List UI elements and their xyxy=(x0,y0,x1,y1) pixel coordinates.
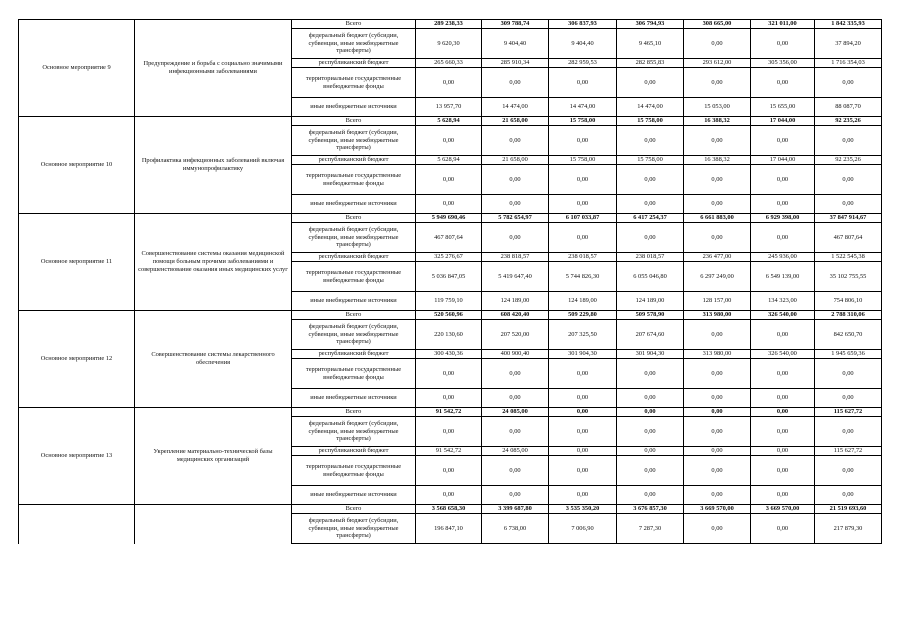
total-row xyxy=(19,117,882,126)
total-cell: 0,00 xyxy=(815,389,882,408)
value-cell: 0,00 xyxy=(617,447,684,456)
source-total: Всего xyxy=(292,408,416,417)
value-cell: 0,00 xyxy=(684,456,751,486)
value-cell: 238 018,57 xyxy=(617,253,684,262)
value-cell: 14 474,00 xyxy=(482,98,549,117)
total-row xyxy=(19,408,882,417)
value-cell: 17 044,00 xyxy=(751,156,815,165)
total-cell: 0,00 xyxy=(815,486,882,505)
budget-table xyxy=(18,19,882,544)
total-cell: 37 847 914,67 xyxy=(815,214,882,223)
value-cell: 17 044,00 xyxy=(751,117,815,126)
value-cell: 16 388,32 xyxy=(684,117,751,126)
value-cell: 0,00 xyxy=(751,456,815,486)
value-cell: 0,00 xyxy=(482,359,549,389)
value-cell: 15 758,00 xyxy=(549,117,617,126)
value-cell: 0,00 xyxy=(751,417,815,447)
total-cell: 1 842 335,93 xyxy=(815,20,882,29)
value-cell: 520 560,96 xyxy=(416,311,482,320)
value-cell: 6 661 883,00 xyxy=(684,214,751,223)
value-cell: 6 417 254,37 xyxy=(617,214,684,223)
value-cell: 0,00 xyxy=(684,447,751,456)
value-cell: 0,00 xyxy=(416,417,482,447)
value-cell: 326 540,00 xyxy=(751,311,815,320)
value-cell: 265 660,33 xyxy=(416,59,482,68)
total-row xyxy=(19,311,882,320)
value-cell: 0,00 xyxy=(549,223,617,253)
value-cell: 9 404,40 xyxy=(482,29,549,59)
total-cell: 92 235,26 xyxy=(815,117,882,126)
value-cell: 0,00 xyxy=(751,514,815,544)
value-cell: 0,00 xyxy=(617,126,684,156)
source-other-sources: иные внебюджетные источники xyxy=(292,195,416,214)
value-cell: 0,00 xyxy=(617,417,684,447)
value-cell: 6 738,00 xyxy=(482,514,549,544)
value-cell: 0,00 xyxy=(549,486,617,505)
value-cell: 0,00 xyxy=(751,68,815,98)
value-cell: 0,00 xyxy=(617,223,684,253)
value-cell: 5 419 647,40 xyxy=(482,262,549,292)
value-cell: 6 055 046,80 xyxy=(617,262,684,292)
total-cell: 0,00 xyxy=(815,126,882,156)
total-row xyxy=(19,20,882,29)
value-cell: 238 818,57 xyxy=(482,253,549,262)
value-cell: 15 758,00 xyxy=(549,156,617,165)
source-other-sources: иные внебюджетные источники xyxy=(292,486,416,505)
source-territorial-funds: территориальные государственные внебюджетные фонды xyxy=(292,359,416,389)
total-cell: 754 806,10 xyxy=(815,292,882,311)
value-cell: 16 388,32 xyxy=(684,156,751,165)
activity-name xyxy=(135,505,292,544)
value-cell: 119 759,10 xyxy=(416,292,482,311)
value-cell: 3 669 570,00 xyxy=(684,505,751,514)
activity-label: Основное мероприятие 12 xyxy=(19,311,135,408)
value-cell: 0,00 xyxy=(751,195,815,214)
total-cell: 0,00 xyxy=(815,165,882,195)
value-cell: 5 036 847,05 xyxy=(416,262,482,292)
value-cell: 313 980,00 xyxy=(684,350,751,359)
source-republic-budget: республиканский бюджет xyxy=(292,59,416,68)
activity-name: Совершенствование системы лекарственного обеспечения xyxy=(135,311,292,408)
total-cell: 467 807,64 xyxy=(815,223,882,253)
value-cell: 0,00 xyxy=(684,389,751,408)
value-cell: 0,00 xyxy=(549,456,617,486)
source-total: Всего xyxy=(292,117,416,126)
value-cell: 0,00 xyxy=(416,195,482,214)
value-cell: 0,00 xyxy=(617,68,684,98)
value-cell: 0,00 xyxy=(617,165,684,195)
value-cell: 6 929 398,00 xyxy=(751,214,815,223)
value-cell: 3 568 658,30 xyxy=(416,505,482,514)
source-federal-budget: федеральный бюджет (субсидии, субвенции, иные межбюджетные трансферты) xyxy=(292,29,416,59)
value-cell: 0,00 xyxy=(684,417,751,447)
value-cell: 0,00 xyxy=(684,126,751,156)
value-cell: 0,00 xyxy=(416,486,482,505)
value-cell: 509 229,80 xyxy=(549,311,617,320)
total-cell: 37 894,20 xyxy=(815,29,882,59)
value-cell: 5 628,94 xyxy=(416,156,482,165)
value-cell: 0,00 xyxy=(549,408,617,417)
value-cell: 0,00 xyxy=(416,126,482,156)
value-cell: 0,00 xyxy=(549,447,617,456)
value-cell: 0,00 xyxy=(416,68,482,98)
total-cell: 88 087,70 xyxy=(815,98,882,117)
value-cell: 21 658,00 xyxy=(482,117,549,126)
value-cell: 14 474,00 xyxy=(617,98,684,117)
value-cell: 0,00 xyxy=(684,359,751,389)
value-cell: 0,00 xyxy=(617,389,684,408)
source-republic-budget: республиканский бюджет xyxy=(292,447,416,456)
activity-name: Профилактика инфекционных заболеваний включая иммунопрофилактику xyxy=(135,117,292,214)
value-cell: 207 674,60 xyxy=(617,320,684,350)
value-cell: 0,00 xyxy=(751,408,815,417)
value-cell: 285 910,34 xyxy=(482,59,549,68)
source-federal-budget: федеральный бюджет (субсидии, субвенции, иные межбюджетные трансферты) xyxy=(292,514,416,544)
value-cell: 14 474,00 xyxy=(549,98,617,117)
value-cell: 3 676 857,30 xyxy=(617,505,684,514)
value-cell: 9 404,40 xyxy=(549,29,617,59)
value-cell: 0,00 xyxy=(617,456,684,486)
value-cell: 0,00 xyxy=(617,359,684,389)
value-cell: 0,00 xyxy=(416,389,482,408)
total-row xyxy=(19,214,882,223)
value-cell: 301 904,30 xyxy=(617,350,684,359)
value-cell: 0,00 xyxy=(617,195,684,214)
value-cell: 91 542,72 xyxy=(416,447,482,456)
value-cell: 5 628,94 xyxy=(416,117,482,126)
value-cell: 0,00 xyxy=(482,126,549,156)
source-republic-budget: республиканский бюджет xyxy=(292,253,416,262)
value-cell: 608 420,40 xyxy=(482,311,549,320)
value-cell: 301 904,30 xyxy=(549,350,617,359)
value-cell: 0,00 xyxy=(751,29,815,59)
activity-label: Основное мероприятие 10 xyxy=(19,117,135,214)
value-cell: 308 665,00 xyxy=(684,20,751,29)
value-cell: 293 612,00 xyxy=(684,59,751,68)
value-cell: 305 356,00 xyxy=(751,59,815,68)
value-cell: 0,00 xyxy=(549,195,617,214)
value-cell: 0,00 xyxy=(482,486,549,505)
value-cell: 124 189,00 xyxy=(617,292,684,311)
value-cell: 3 535 350,20 xyxy=(549,505,617,514)
total-cell: 1 945 659,36 xyxy=(815,350,882,359)
value-cell: 9 620,30 xyxy=(416,29,482,59)
total-cell: 115 627,72 xyxy=(815,408,882,417)
value-cell: 321 011,00 xyxy=(751,20,815,29)
value-cell: 9 465,10 xyxy=(617,29,684,59)
value-cell: 0,00 xyxy=(684,514,751,544)
value-cell: 5 744 826,30 xyxy=(549,262,617,292)
value-cell: 6 297 249,00 xyxy=(684,262,751,292)
source-other-sources: иные внебюджетные источники xyxy=(292,389,416,408)
activity-label xyxy=(19,505,135,544)
value-cell: 7 006,90 xyxy=(549,514,617,544)
value-cell: 0,00 xyxy=(751,165,815,195)
value-cell: 325 276,67 xyxy=(416,253,482,262)
value-cell: 13 957,70 xyxy=(416,98,482,117)
source-other-sources: иные внебюджетные источники xyxy=(292,98,416,117)
value-cell: 196 847,10 xyxy=(416,514,482,544)
source-republic-budget: республиканский бюджет xyxy=(292,156,416,165)
value-cell: 313 980,00 xyxy=(684,311,751,320)
value-cell: 0,00 xyxy=(684,29,751,59)
value-cell: 0,00 xyxy=(751,126,815,156)
value-cell: 24 085,00 xyxy=(482,408,549,417)
value-cell: 326 540,00 xyxy=(751,350,815,359)
source-territorial-funds: территориальные государственные внебюджетные фонды xyxy=(292,68,416,98)
source-federal-budget: федеральный бюджет (субсидии, субвенции, иные межбюджетные трансферты) xyxy=(292,126,416,156)
value-cell: 0,00 xyxy=(549,359,617,389)
value-cell: 128 157,00 xyxy=(684,292,751,311)
value-cell: 5 782 654,97 xyxy=(482,214,549,223)
value-cell: 0,00 xyxy=(482,68,549,98)
value-cell: 0,00 xyxy=(416,165,482,195)
table-body xyxy=(19,20,882,544)
value-cell: 306 794,93 xyxy=(617,20,684,29)
total-cell: 1 522 545,38 xyxy=(815,253,882,262)
total-cell: 115 627,72 xyxy=(815,447,882,456)
value-cell: 0,00 xyxy=(751,359,815,389)
total-cell: 35 102 755,55 xyxy=(815,262,882,292)
value-cell: 0,00 xyxy=(482,195,549,214)
value-cell: 0,00 xyxy=(482,417,549,447)
value-cell: 124 189,00 xyxy=(482,292,549,311)
value-cell: 0,00 xyxy=(617,408,684,417)
value-cell: 0,00 xyxy=(617,486,684,505)
value-cell: 0,00 xyxy=(416,359,482,389)
source-republic-budget: республиканский бюджет xyxy=(292,350,416,359)
value-cell: 0,00 xyxy=(684,408,751,417)
total-cell: 2 788 310,06 xyxy=(815,311,882,320)
value-cell: 0,00 xyxy=(751,320,815,350)
source-total: Всего xyxy=(292,311,416,320)
total-cell: 842 650,70 xyxy=(815,320,882,350)
value-cell: 207 520,00 xyxy=(482,320,549,350)
value-cell: 509 578,90 xyxy=(617,311,684,320)
value-cell: 300 430,36 xyxy=(416,350,482,359)
value-cell: 0,00 xyxy=(684,223,751,253)
value-cell: 245 936,00 xyxy=(751,253,815,262)
value-cell: 282 959,53 xyxy=(549,59,617,68)
source-total: Всего xyxy=(292,505,416,514)
value-cell: 3 669 570,00 xyxy=(751,505,815,514)
value-cell: 0,00 xyxy=(482,165,549,195)
value-cell: 467 807,64 xyxy=(416,223,482,253)
value-cell: 134 323,00 xyxy=(751,292,815,311)
activity-name: Предупреждение и борьба с социально значимыми инфекционными заболеваниями xyxy=(135,20,292,117)
value-cell: 309 788,74 xyxy=(482,20,549,29)
source-federal-budget: федеральный бюджет (субсидии, субвенции, иные межбюджетные трансферты) xyxy=(292,417,416,447)
total-cell: 217 879,30 xyxy=(815,514,882,544)
value-cell: 3 399 687,80 xyxy=(482,505,549,514)
source-territorial-funds: территориальные государственные внебюджетные фонды xyxy=(292,165,416,195)
value-cell: 0,00 xyxy=(482,456,549,486)
total-cell: 0,00 xyxy=(815,359,882,389)
value-cell: 21 658,00 xyxy=(482,156,549,165)
activity-label: Основное мероприятие 13 xyxy=(19,408,135,505)
value-cell: 0,00 xyxy=(549,68,617,98)
value-cell: 236 477,00 xyxy=(684,253,751,262)
value-cell: 6 107 033,87 xyxy=(549,214,617,223)
value-cell: 6 549 139,00 xyxy=(751,262,815,292)
activity-name: Укрепление материально-технической базы медицинских организаций xyxy=(135,408,292,505)
value-cell: 0,00 xyxy=(751,223,815,253)
value-cell: 282 855,83 xyxy=(617,59,684,68)
value-cell: 0,00 xyxy=(482,223,549,253)
total-cell: 0,00 xyxy=(815,456,882,486)
value-cell: 306 837,93 xyxy=(549,20,617,29)
value-cell: 207 325,50 xyxy=(549,320,617,350)
value-cell: 0,00 xyxy=(684,195,751,214)
source-territorial-funds: территориальные государственные внебюджетные фонды xyxy=(292,456,416,486)
value-cell: 124 189,00 xyxy=(549,292,617,311)
activity-label: Основное мероприятие 11 xyxy=(19,214,135,311)
value-cell: 220 130,60 xyxy=(416,320,482,350)
value-cell: 91 542,72 xyxy=(416,408,482,417)
total-cell: 0,00 xyxy=(815,195,882,214)
total-cell: 92 235,26 xyxy=(815,156,882,165)
total-cell: 0,00 xyxy=(815,68,882,98)
source-total: Всего xyxy=(292,20,416,29)
source-federal-budget: федеральный бюджет (субсидии, субвенции, иные межбюджетные трансферты) xyxy=(292,223,416,253)
source-other-sources: иные внебюджетные источники xyxy=(292,292,416,311)
value-cell: 15 053,00 xyxy=(684,98,751,117)
value-cell: 0,00 xyxy=(549,417,617,447)
value-cell: 0,00 xyxy=(684,68,751,98)
value-cell: 0,00 xyxy=(482,389,549,408)
value-cell: 0,00 xyxy=(751,486,815,505)
value-cell: 289 238,33 xyxy=(416,20,482,29)
value-cell: 0,00 xyxy=(684,165,751,195)
value-cell: 15 655,00 xyxy=(751,98,815,117)
value-cell: 5 949 690,46 xyxy=(416,214,482,223)
value-cell: 15 758,00 xyxy=(617,156,684,165)
value-cell: 0,00 xyxy=(549,126,617,156)
value-cell: 0,00 xyxy=(549,165,617,195)
value-cell: 0,00 xyxy=(751,389,815,408)
total-cell: 0,00 xyxy=(815,417,882,447)
value-cell: 7 287,30 xyxy=(617,514,684,544)
source-territorial-funds: территориальные государственные внебюджетные фонды xyxy=(292,262,416,292)
value-cell: 15 758,00 xyxy=(617,117,684,126)
source-total: Всего xyxy=(292,214,416,223)
total-row xyxy=(19,505,882,514)
value-cell: 0,00 xyxy=(684,486,751,505)
total-cell: 21 519 693,60 xyxy=(815,505,882,514)
total-cell: 1 716 354,03 xyxy=(815,59,882,68)
value-cell: 0,00 xyxy=(751,447,815,456)
value-cell: 238 018,57 xyxy=(549,253,617,262)
source-federal-budget: федеральный бюджет (субсидии, субвенции, иные межбюджетные трансферты) xyxy=(292,320,416,350)
value-cell: 0,00 xyxy=(549,389,617,408)
activity-name: Совершенствование системы оказания медицинской помощи больным прочими заболеваниями и совершенствование оказания иных медицинских услуг xyxy=(135,214,292,311)
activity-label: Основное мероприятие 9 xyxy=(19,20,135,117)
value-cell: 0,00 xyxy=(684,320,751,350)
value-cell: 0,00 xyxy=(416,456,482,486)
value-cell: 400 900,40 xyxy=(482,350,549,359)
value-cell: 24 085,00 xyxy=(482,447,549,456)
